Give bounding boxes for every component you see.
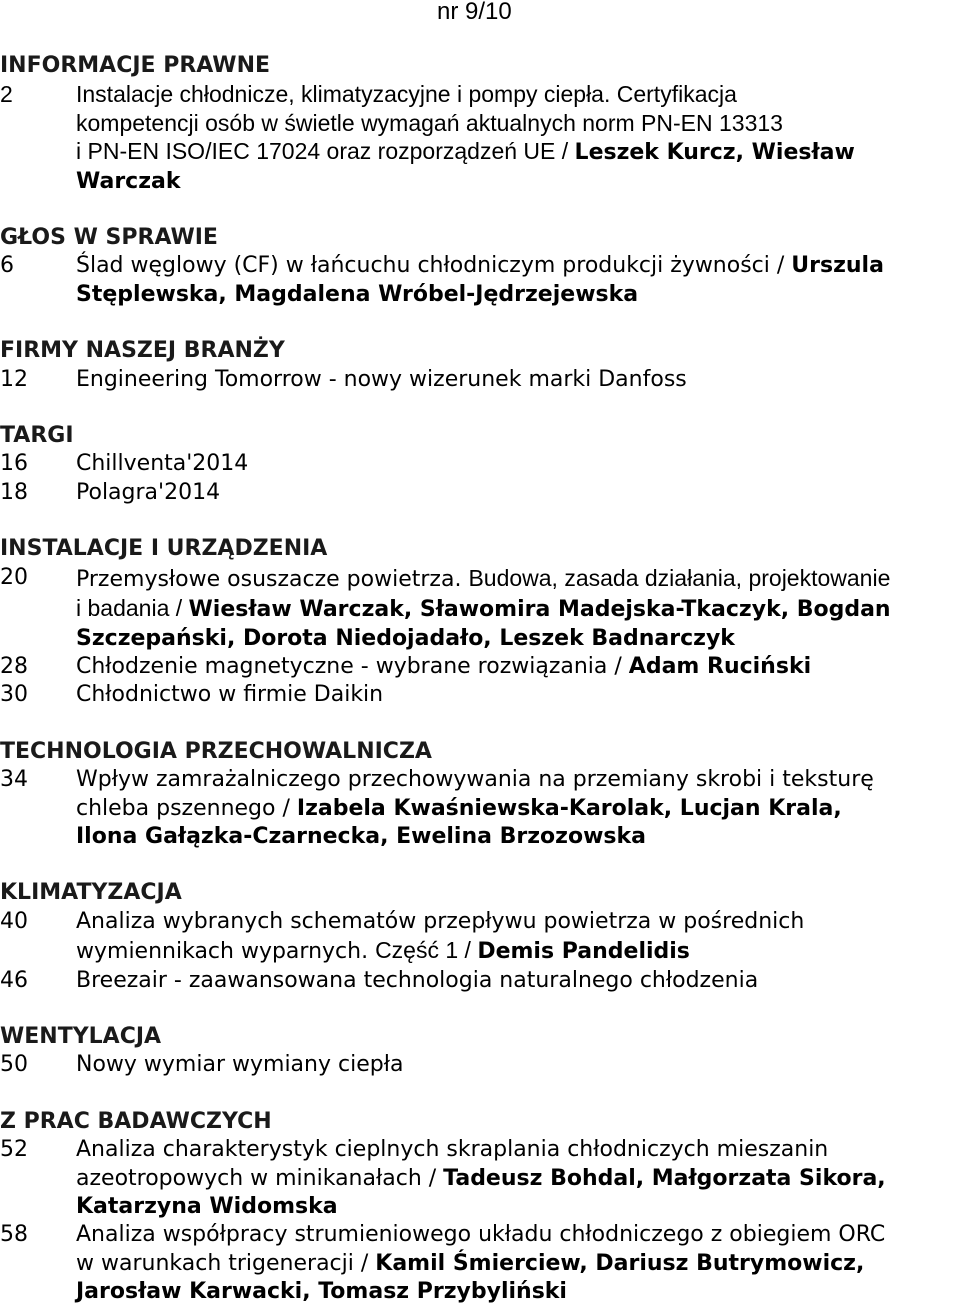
- entry-line: [76, 1250, 960, 1278]
- section-title-instalacje-i-urzadzenia: INSTALACJE I URZĄDZENIA: [0, 536, 328, 562]
- entry-text: Chillventa'2014: [76, 451, 249, 477]
- toc-entry[interactable]: [0, 681, 960, 709]
- entry-authors: Stęplewska, Magdalena Wróbel-Jędrzejewska: [76, 281, 639, 307]
- entry-line-text: Budowa, zasada działania, projektowanie: [468, 564, 891, 591]
- toc-entry[interactable]: [0, 450, 960, 478]
- entry-page-number: 2: [0, 81, 13, 108]
- entry-text: Polagra'2014: [76, 479, 221, 505]
- entry-line: [76, 936, 960, 966]
- entry-page-number: 58: [0, 1222, 28, 1248]
- entry-line: Wpływ zamrażalniczego przechowywania na przemiany skrobi i teksturę: [76, 767, 874, 793]
- entry-authors: Szczepański, Dorota Niedojadało, Leszek Badnarczyk: [76, 625, 735, 651]
- entry-text: Chłodnictwo w firmie Daikin: [76, 682, 384, 708]
- entry-text: [76, 564, 960, 653]
- entry-line: Analiza charakterystyk cieplnych skraplania chłodniczych mieszanin: [76, 1137, 829, 1163]
- entry-line: Analiza współpracy strumieniowego układu chłodniczego z obiegiem ORC: [76, 1222, 886, 1248]
- section-title-klimatyzacja: KLIMATYZACJA: [0, 880, 182, 906]
- entry-text: [76, 766, 960, 851]
- entry-text: [76, 653, 960, 681]
- entry-line-text: azeotropowych w minikanałach /: [76, 1165, 444, 1191]
- entry-authors: Ilona Gałązka-Czarnecka, Ewelina Brzozowska: [76, 823, 646, 849]
- entry-text: [76, 252, 960, 309]
- entry-authors: Izabela Kwaśniewska-Karolak, Lucjan Krala,: [296, 795, 842, 821]
- toc-entry[interactable]: [0, 479, 960, 507]
- entry-line-text: Ślad węglowy (CF) w łańcuchu chłodniczym produkcji żywności /: [76, 253, 792, 279]
- page-number: nr 9/10: [437, 0, 512, 25]
- entry-authors: Adam Ruciński: [628, 653, 812, 679]
- entry-authors: Katarzyna Widomska: [76, 1194, 338, 1219]
- section-title-glos-w-sprawie: GŁOS W SPRAWIE: [0, 225, 218, 251]
- toc-entry[interactable]: [0, 1051, 960, 1079]
- entry-page-number: 30: [0, 682, 28, 708]
- entry-page-number: 12: [0, 366, 28, 392]
- toc-entry[interactable]: [0, 766, 960, 851]
- entry-line: [76, 137, 960, 167]
- entry-authors: Warczak: [76, 168, 181, 194]
- entry-page-number: 52: [0, 1137, 28, 1163]
- entry-text: [76, 1221, 960, 1306]
- entry-authors: Demis Pandelidis: [477, 939, 690, 965]
- entry-line-text: Przemysłowe osuszacze powietrza.: [76, 566, 469, 592]
- entry-text: [76, 80, 960, 196]
- toc-entry[interactable]: [0, 653, 960, 681]
- entry-page-number: 16: [0, 451, 28, 477]
- entry-line: kompetencji osób w świetle wymagań aktualnych norm PN-EN 13313: [76, 109, 783, 136]
- entry-line: [76, 252, 960, 280]
- entry-text: Engineering Tomorrow - nowy wizerunek marki Danfoss: [76, 366, 687, 392]
- table-of-contents: [0, 52, 960, 1307]
- entry-line: [76, 594, 960, 624]
- entry-authors: Jarosław Karwacki, Tomasz Przybyliński: [76, 1279, 567, 1305]
- section-title-firmy-naszej-branzy: FIRMY NASZEJ BRANŻY: [0, 338, 285, 364]
- toc-entry[interactable]: [0, 252, 960, 309]
- entry-line: Analiza wybranych schematów przepływu powietrza w pośrednich: [76, 908, 805, 934]
- entry-line-text: Chłodzenie magnetyczne - wybrane rozwiązania /: [76, 653, 629, 679]
- toc-entry[interactable]: [0, 967, 960, 995]
- entry-page-number: 40: [0, 908, 28, 934]
- entry-page-number: 50: [0, 1052, 28, 1078]
- section-title-targi: TARGI: [0, 423, 74, 449]
- entry-authors: Urszula: [791, 253, 884, 279]
- entry-page-number: 34: [0, 767, 28, 793]
- entry-text: Breezair - zaawansowana technologia naturalnego chłodzenia: [76, 967, 759, 993]
- entry-page-number: 46: [0, 967, 28, 993]
- section-title-z-prac-badawczych: Z PRAC BADAWCZYCH: [0, 1108, 272, 1134]
- entry-line: [76, 564, 960, 594]
- toc-entry[interactable]: [0, 1136, 960, 1221]
- entry-page-number: 20: [0, 564, 28, 590]
- entry-line-text: i badania /: [76, 595, 189, 622]
- entry-page-number: 18: [0, 479, 28, 505]
- entry-line: [76, 1165, 960, 1193]
- toc-entry[interactable]: [0, 80, 960, 196]
- entry-line-text: Część 1 /: [375, 937, 478, 964]
- toc-entry[interactable]: [0, 366, 960, 394]
- entry-text: [76, 908, 960, 967]
- entry-line-text: i PN-EN ISO/IEC 17024 oraz rozporządzeń UE /: [76, 138, 575, 165]
- entry-authors: Tadeusz Bohdal, Małgorzata Sikora,: [443, 1165, 886, 1191]
- entry-page-number: 28: [0, 653, 28, 679]
- toc-entry[interactable]: [0, 1221, 960, 1306]
- entry-authors: Leszek Kurcz, Wiesław: [574, 140, 855, 166]
- section-title-technologia-przechowalnicza: TECHNOLOGIA PRZECHOWALNICZA: [0, 738, 432, 764]
- toc-entry[interactable]: [0, 564, 960, 653]
- entry-line-text: chleba pszennego /: [76, 795, 297, 821]
- section-title-wentylacja: WENTYLACJA: [0, 1023, 162, 1049]
- entry-text: [76, 1136, 960, 1221]
- entry-line: Instalacje chłodnicze, klimatyzacyjne i pompy ciepła. Certyfikacja: [76, 81, 737, 108]
- entry-page-number: 6: [0, 253, 14, 279]
- entry-line-text: wymiennikach wyparnych.: [76, 939, 376, 965]
- entry-line-text: w warunkach trigeneracji /: [76, 1250, 376, 1276]
- entry-authors: Kamil Śmierciew, Dariusz Butrymowicz,: [375, 1250, 865, 1276]
- entry-authors: Wiesław Warczak, Sławomira Madejska-Tkaczyk, Bogdan: [188, 597, 891, 623]
- entry-text: Nowy wymiar wymiany ciepła: [76, 1052, 404, 1078]
- toc-entry[interactable]: [0, 908, 960, 967]
- entry-line: [76, 795, 960, 823]
- section-title-informacje-prawne: INFORMACJE PRAWNE: [0, 53, 271, 78]
